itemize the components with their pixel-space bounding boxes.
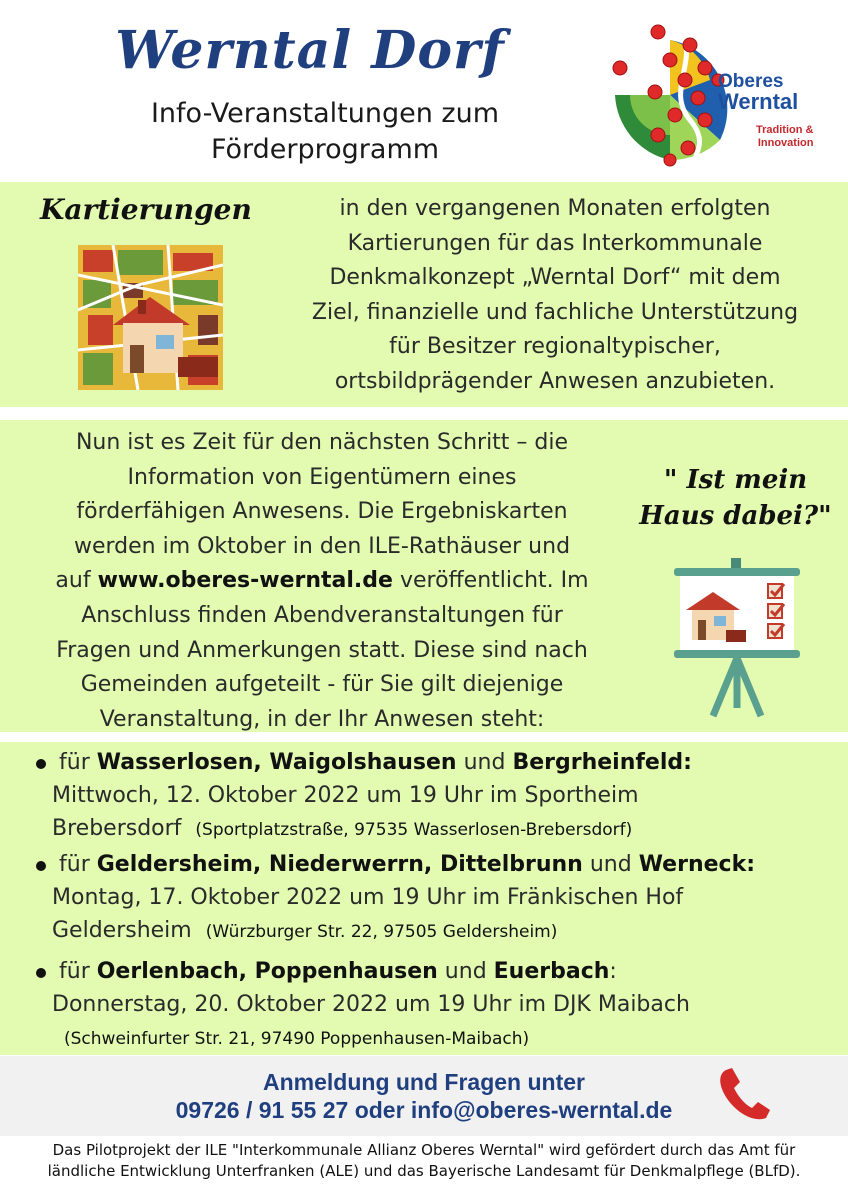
event-item: für Oerlenbach, Poppenhausen und Euerbach: Donnerstag, 20. Oktober 2022 um 19 Uhr im DJK Maibach (Schweinfurter Str. 21, 97490 Poppenhausen-Maibach): [36, 955, 836, 1056]
bullet-icon: [36, 955, 52, 971]
map-house-illustration: [78, 245, 223, 390]
event-heading: für Geldersheim, Niederwerrn, Dittelbrunn und Werneck:: [36, 848, 836, 881]
phone-icon: [712, 1064, 782, 1124]
event-item: für Geldersheim, Niederwerrn, Dittelbrunn und Werneck: Montag, 17. Oktober 2022 um 19 Uhr im Fränkischen Hof Geldersheim (Würzburger Str. 22, 97505 Geldersheim): [36, 848, 836, 949]
url-line: auf www.oberes-werntal.de veröffentlicht. Im: [55, 568, 589, 594]
page-subtitle: Info-Veranstaltungen zum Förderprogramm: [150, 98, 500, 165]
page-title: Werntal Dorf: [115, 20, 505, 81]
bullet-icon: [36, 848, 52, 864]
event-heading: für Wasserlosen, Waigolshausen und Bergrheinfeld:: [36, 746, 836, 779]
logo-tagline: Tradition & Innovation: [756, 124, 814, 149]
logo-name: Oberes Werntal: [718, 71, 799, 114]
presentation-board-icon: [668, 558, 808, 718]
event-heading: für Oerlenbach, Poppenhausen und Euerbach:: [36, 955, 836, 988]
next-step-text: Nun ist es Zeit für den nächsten Schritt – die Information von Eigentümern eines förderfähigen Anwesens. Die Ergebniskarten werden im Oktober in den ILE-Rathäuser und auf www.oberes-werntal.de veröffentlicht. Im Anschluss finden Abendveranstaltungen für Fragen und Anmerkungen statt. Diese sind nach Gemeinden aufgeteilt - für Sie gilt diejenige Veranstaltung, in der Ihr Anwesen steht:: [22, 426, 622, 737]
contact-phone-email[interactable]: 09726 / 91 55 27 oder info@oberes-werntal.de: [175, 1097, 673, 1123]
quote-heading: " Ist mein Haus dabei?": [639, 465, 832, 531]
event-item: für Wasserlosen, Waigolshausen und Bergrheinfeld: Mittwoch, 12. Oktober 2022 um 19 Uhr im Sportheim Brebersdorf (Sportplatzstraße, 97535 Wasserlosen-Brebersdorf): [36, 746, 836, 847]
website-link[interactable]: www.oberes-werntal.de: [97, 568, 393, 594]
footer-note: Das Pilotprojekt der ILE "Interkommunale Allianz Oberes Werntal" wird gefördert durch das Amt für ländliche Entwicklung Unterfranken (ALE) und das Bayerische Landesamt für Denkmalpflege (BLfD).: [47, 1141, 801, 1180]
kartierungen-text: in den vergangenen Monaten erfolgten Kartierungen für das Interkommunale Denkmalkonzept „Werntal Dorf“ mit dem Ziel, finanzielle und fachliche Unterstützung für Besitzer regionaltypischer, ortsbildprägender Anwesen anzubieten.: [311, 196, 799, 394]
kartierungen-heading: Kartierungen: [40, 193, 252, 226]
contact-info: Anmeldung und Fragen unter 09726 / 91 55 27 oder info@oberes-werntal.de: [0, 1068, 848, 1124]
bullet-icon: [36, 746, 52, 762]
oberes-werntal-logo: [610, 20, 830, 170]
